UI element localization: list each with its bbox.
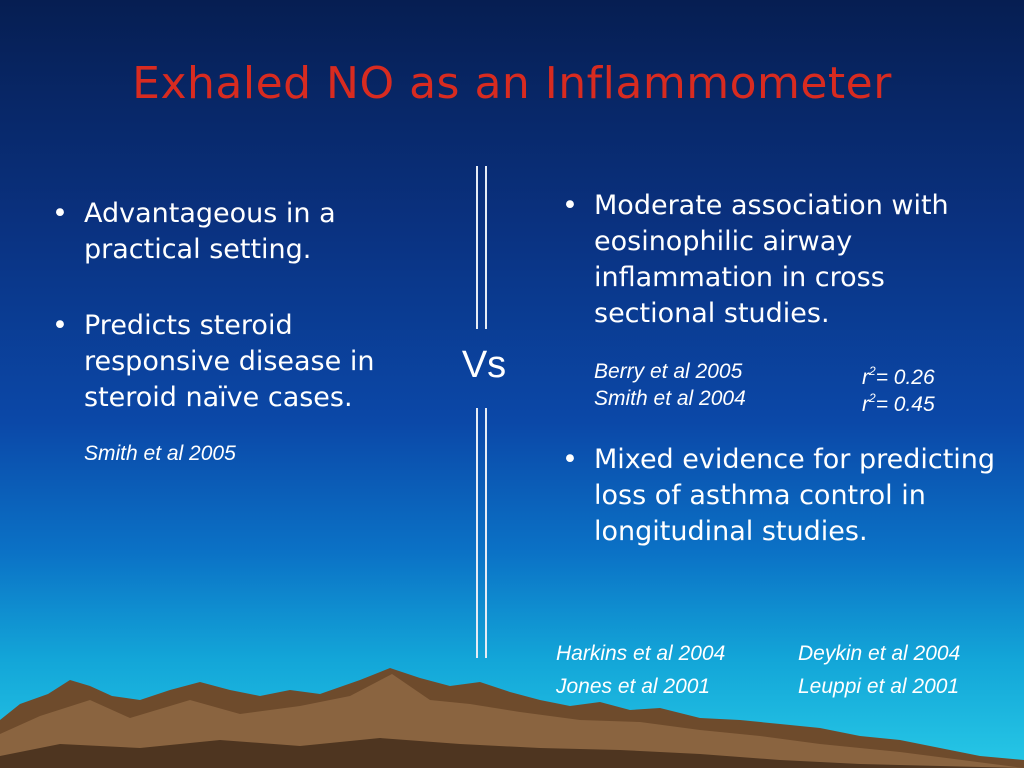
correlation-row [594, 358, 996, 389]
right-bullet-2-text: Mixed evidence for predicting loss of asthma control in longitudinal studies. [594, 444, 996, 547]
vs-label: Vs [461, 344, 507, 386]
right-bullet-2 [556, 442, 996, 550]
bullet-dot-icon: • [562, 444, 578, 475]
divider-line-bottom [476, 408, 487, 658]
correlation-study: Smith et al 2004 [594, 387, 746, 410]
right-bullet-1-text: Moderate association with eosinophilic airway inflammation in cross sectional studies. [594, 190, 949, 329]
correlation-value: $r^2= 0.45$ [862, 391, 935, 416]
reference-item: Harkins et al 2004 [556, 642, 726, 665]
reference-item: Jones et al 2001 [556, 675, 711, 698]
correlation-row [594, 385, 996, 416]
left-column [46, 196, 436, 467]
bullet-dot-icon: • [52, 198, 68, 229]
right-bullet-1 [556, 188, 996, 332]
left-bullet-1-text: Advantageous in a practical setting. [84, 198, 336, 265]
slide-title: Exhaled NO as an Inflammometer [132, 58, 892, 109]
left-bullet-1 [46, 196, 436, 268]
bullet-dot-icon: • [562, 190, 578, 221]
left-bullet-2 [46, 308, 436, 416]
correlation-table [556, 358, 996, 416]
bullet-dot-icon: • [52, 310, 68, 341]
left-bullet-2-text: Predicts steroid responsive disease in steroid naïve cases. [84, 310, 375, 413]
correlation-value: $r^2= 0.26$ [862, 364, 935, 389]
right-column [556, 188, 996, 550]
reference-item: Leuppi et al 2001 [798, 675, 960, 698]
correlation-study: Berry et al 2005 [594, 360, 743, 383]
left-reference: Smith et al 2005 [84, 442, 236, 465]
reference-item: Deykin et al 2004 [798, 642, 961, 665]
divider-line-top [476, 166, 487, 329]
